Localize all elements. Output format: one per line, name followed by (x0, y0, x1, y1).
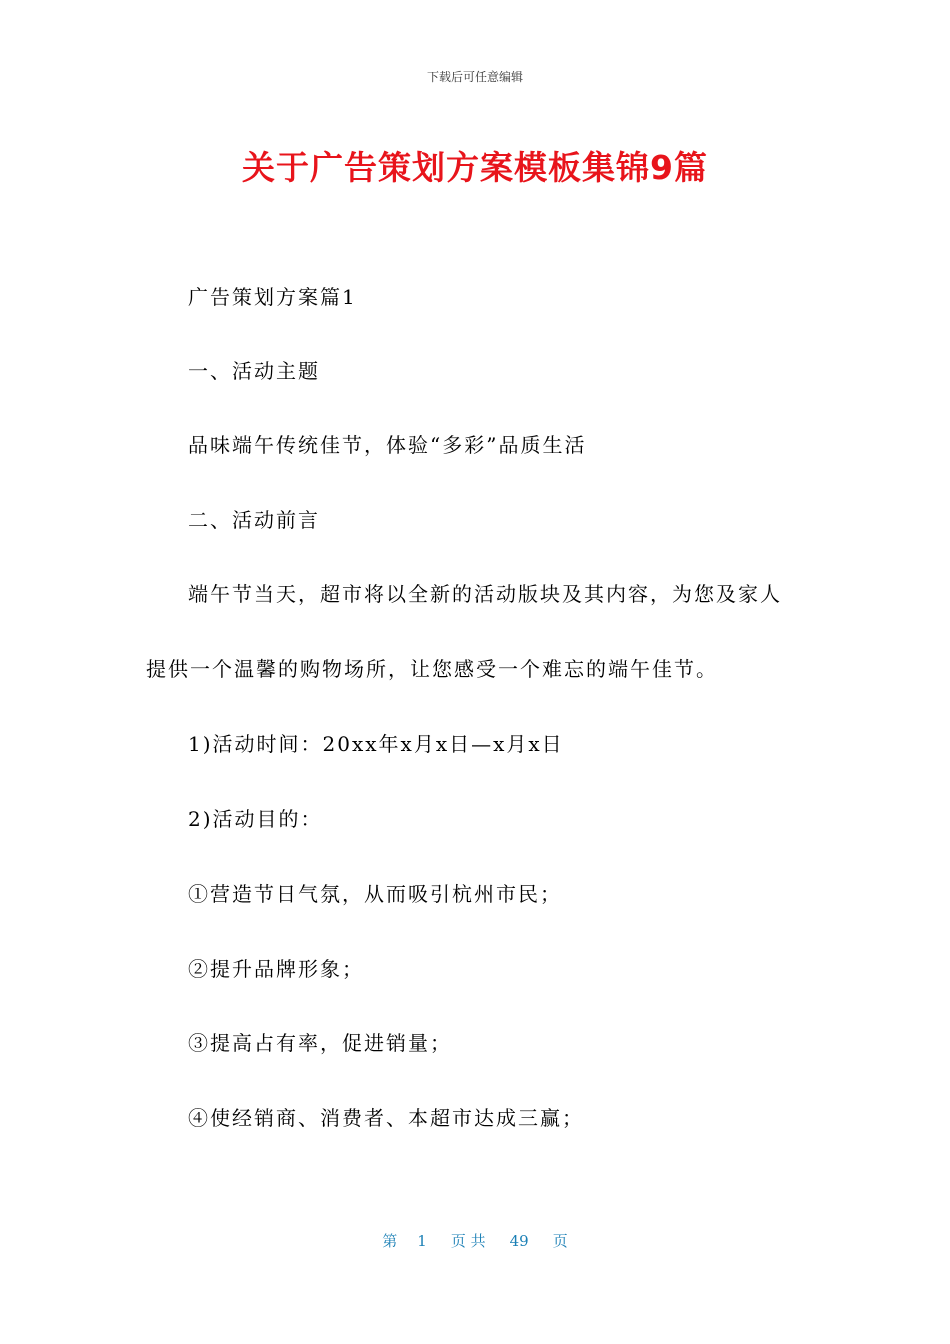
paragraph-line: 品味端午传统佳节，体验“多彩”品质生活 (188, 433, 587, 457)
header-note: 下载后可任意编辑 (426, 70, 523, 84)
paragraph-line: 二、活动前言 (188, 508, 320, 532)
footer-prefix: 第 (382, 1232, 398, 1250)
list-item: ②提升品牌形象； (188, 957, 364, 981)
section-heading: 广告策划方案篇1 (188, 285, 357, 309)
footer-middle: 页 共 (450, 1232, 486, 1250)
total-page-count: 49 (509, 1232, 529, 1250)
paragraph-line: 端午节当天，超市将以全新的活动版块及其内容，为您及家人 (188, 582, 782, 606)
document-title: 关于广告策划方案模板集锦9篇 (242, 148, 708, 187)
current-page-number: 1 (417, 1232, 427, 1250)
paragraph-line: 1)活动时间：20xx年x月x日—x月x日 (188, 732, 564, 756)
paragraph-line: 一、活动主题 (188, 359, 320, 383)
list-item: ①营造节日气氛，从而吸引杭州市民； (188, 882, 562, 906)
list-item: ③提高占有率，促进销量； (188, 1031, 452, 1055)
paragraph-line: 2)活动目的： (188, 807, 323, 831)
paragraph-line: 提供一个温馨的购物场所，让您感受一个难忘的端午佳节。 (146, 657, 718, 681)
footer-suffix: 页 (552, 1232, 568, 1250)
list-item: ④使经销商、消费者、本超市达成三赢； (188, 1106, 584, 1130)
page-footer (0, 1230, 950, 1251)
